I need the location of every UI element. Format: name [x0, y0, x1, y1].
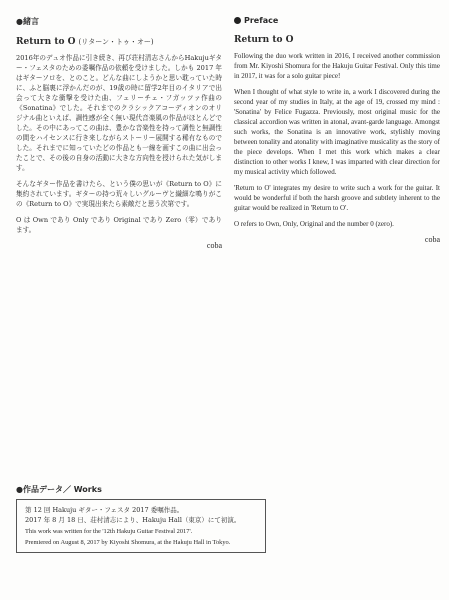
heading-text: Preface — [244, 16, 279, 25]
paragraph: O refers to Own, Only, Original and the number 0 (zero). — [234, 220, 394, 228]
japanese-column — [16, 16, 222, 250]
piece-title-jp — [16, 37, 222, 47]
works-heading: ●作品データ／ Works — [16, 485, 102, 494]
paragraph: O は Own であり Only であり Original であり Zero（零）であります。 — [16, 216, 222, 234]
bullet-icon — [234, 17, 241, 24]
section-heading-en — [234, 16, 440, 25]
piece-title-en: Return to O — [234, 35, 294, 45]
works-line-en: Premiered on August 8, 2017 by Kiyoshi Shomura, at the Hakuju Hall in Tokyo. — [25, 539, 231, 546]
title-text: Return to O — [16, 37, 76, 47]
title-reading: (リターン・トゥ・オー) — [78, 38, 154, 46]
section-heading-jp: ●緒言 — [16, 17, 39, 26]
english-column — [234, 16, 440, 244]
paragraph: When I thought of what style to write in, a work I discovered during the second year of my studies in Italy, at the age of 19, crossed my mind : 'Sonatina' by Felice Fugazza. Previously, most original music for the classical accordion was written in atonal, avant-garde language. Amongst such works, the Sonatina is an innovative work, stylishly moving between tonality and atonality with imaginative musicality as the story of the piece develops. When I met this work which makes a clear distinction to other works I knew, I was imparted with clear direction for my musical activity which followed. — [234, 88, 440, 176]
signature: coba — [424, 235, 440, 244]
paragraph: Following the duo work written in 2016, I received another commission from Mr. Kiyoshi Shomura for the Hakuju Guitar Festival. Only this time in 2017, it was for a solo guitar piece! — [234, 52, 440, 80]
paragraph: 2016年のデュオ作品に引き続き、再び荘村清志さんからHakujuギター・フェスタのための委嘱作品の依頼を受けました。しかも 2017 年はギターソロを、とのこと。どんな曲にしようかと思い耽っていた時に、ふと脳裏に浮かんだのが、19歳の時に留学2年目のイタリアで出会って大きな衝撃を受けた曲、フェリーチェ・フガッツァ作曲の《Sonatina》でした。それまでのクラシックアコーディオンのオリジナル曲といえば、調性感が全く無い現代音楽風の作品がほとんどでした。その中にあってこの曲は、豊かな音楽性を持って調性と無調性の間をハイセンスに行き来しながらストーリー展開する稀有なものでした。それまでに知っていたどの作品とも一線を画すこの曲に出会ったことで、その後の自身の活動に大きな方向性を授けられた気がします。 — [16, 54, 222, 172]
paragraph: 'Return to O' integrates my desire to write such a work for the guitar. It would be wonderful if both the harsh groove and subtlety inherent to the guitar would be realized in 'Return to O'. — [234, 184, 440, 212]
works-box — [16, 499, 266, 553]
works-section — [16, 484, 266, 553]
signature: coba — [206, 241, 222, 250]
works-line-en: This work was written for the '12th Hakuju Guitar Festival 2017'. — [25, 528, 193, 535]
paragraph: そんなギター作品を書けたら、という僕の思いが《Return to O》に集約されています。ギターの持つ荒々しいグルーヴと繊細な鳴りがこの《Return to O》で実現出来たら素敵だと思う次第です。 — [16, 180, 222, 208]
works-line-jp: 第 12 回 Hakuju ギター・フェスタ 2017 委嘱作品。 — [25, 506, 184, 514]
works-line-jp: 2017 年 8 月 18 日、荘村清志により、Hakuju Hall（東京）にて初演。 — [25, 516, 241, 524]
